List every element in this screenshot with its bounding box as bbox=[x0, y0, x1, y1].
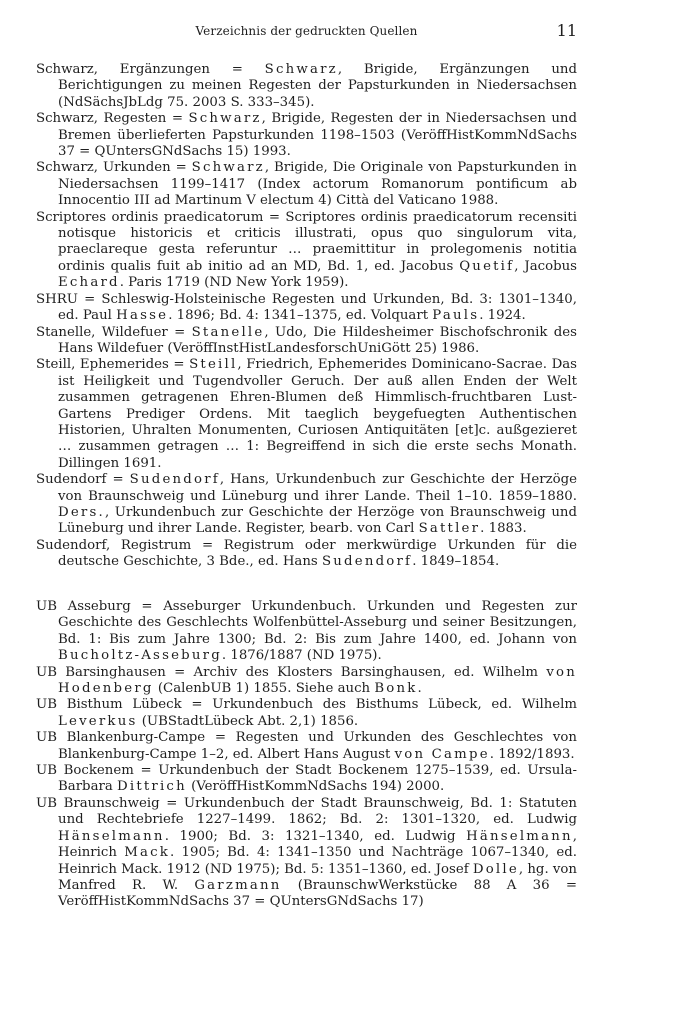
entry-text: , hg. von Manfred R. W. bbox=[58, 861, 577, 893]
bibliography-section-ub bbox=[36, 599, 577, 911]
bibliography-entry bbox=[36, 210, 577, 292]
entry-text: Steill, Ephemerides = bbox=[36, 357, 190, 373]
author-name: Leverkus bbox=[58, 713, 138, 729]
author-name: Mack bbox=[124, 845, 171, 861]
author-name: Hasse bbox=[116, 308, 169, 324]
entry-text: UB Braunschweig = Urkundenbuch der Stadt Braunschweig, Bd. 1: Statuten und Rechtebriefe 1227–1499. 1862; Bd. 2: 1301–1320, ed. Ludwig bbox=[36, 795, 577, 828]
bibliography-entry bbox=[36, 472, 577, 538]
bibliography-entry bbox=[36, 599, 577, 665]
bibliography-entry bbox=[36, 796, 577, 911]
bibliography-entry bbox=[36, 62, 577, 111]
entry-text: , Heinrich bbox=[58, 828, 577, 861]
entry-text: Sudendorf = bbox=[36, 472, 130, 488]
page-number: 11 bbox=[556, 21, 577, 40]
entry-text: (CalenbUB 1) 1855. Siehe auch bbox=[153, 681, 375, 697]
entry-text: , Udo, Die Hildesheimer Bischofschronik des Hans Wildefuer (VeröffInstHistLandesforschUniGött 25) 1986. bbox=[58, 324, 577, 356]
entry-text: . 1905; Bd. 4: 1341–1350 und Nachträge 1067–1340, ed. Heinrich Mack. 1912 (ND 1975); Bd. 5: 1351–1360, ed. Josef bbox=[58, 845, 577, 877]
author-name: Hänselmann bbox=[58, 828, 165, 844]
entry-text: Scriptores ordinis praedicatorum = Scriptores ordinis praedicatorum recensiti notisque historicis et criticis illustrati, opus quo singulorum vita, praeclareque gesta referuntur … praemittitur in prolegomenis notitia ordinis qualis fuit ab initio ad an MD, Bd. 1, ed. Jacobus bbox=[36, 209, 577, 274]
author-name: Bonk bbox=[374, 681, 418, 697]
entry-text: . 1892/1893. bbox=[489, 746, 575, 762]
entry-text: UB Blankenburg-Campe = Regesten und Urkunden des Geschlechtes von Blankenburg-Campe 1–2, ed. Albert Hans August bbox=[36, 730, 577, 762]
entry-text: Schwarz, Ergänzungen = bbox=[36, 62, 265, 77]
author-name: Quetif bbox=[459, 258, 515, 274]
entry-text: Schwarz, Regesten = bbox=[36, 111, 189, 127]
entry-text: (BraunschwWerkstücke 88 A 36 = VeröffHistKommNdSachs 37 = QUntersGNdSachs 17) bbox=[58, 877, 577, 910]
running-title: Verzeichnis der gedruckten Quellen bbox=[195, 24, 418, 38]
entry-text: UB Asseburg = Asseburger Urkundenbuch. Urkunden und Regesten zur Geschichte des Geschlechts Wolfenbüttel-Asseburg und seiner Besitzungen, Bd. 1: Bis zum Jahre 1300; Bd. 2: Bis zum Jahre 1400, ed. Johann von bbox=[36, 599, 577, 647]
author-name: Dolle bbox=[472, 861, 519, 877]
author-name: Garzmann bbox=[194, 877, 282, 893]
bibliography-entry bbox=[36, 111, 577, 160]
author-name: Pauls bbox=[432, 308, 480, 324]
author-name: Ders. bbox=[58, 504, 105, 520]
entry-text: . 1896; Bd. 4: 1341–1375, ed. Volquart bbox=[168, 308, 433, 324]
entry-text: , Jacobus bbox=[514, 258, 577, 274]
entry-text: Schwarz, Urkunden = bbox=[36, 160, 192, 176]
entry-text: , Brigide, Die Originale von Papsturkunden in Niedersachsen 1199–1417 (Index actorum Romanorum pontificum ab Innocentio III ad Martinum V electum 4) Città del Vaticano 1988. bbox=[58, 160, 578, 209]
entry-text: . 1924. bbox=[479, 308, 526, 324]
bibliography-entry bbox=[36, 730, 577, 763]
entry-text: (UBStadtLübeck Abt. 2,1) 1856. bbox=[137, 713, 359, 729]
entry-text: UB Barsinghausen = Archiv des Klosters Barsinghausen, ed. Wilhelm bbox=[36, 664, 547, 680]
entry-text: , Brigide, Regesten der in Niedersachsen und Bremen überlieferten Papsturkunden 1198–1503 (VeröffHistKommNdSachs 37 = QUntersGNdSachs 15) 1993. bbox=[58, 111, 578, 160]
author-name: Dittrich bbox=[117, 779, 187, 795]
entry-text: , Brigide, Ergänzungen und Berichtigungen zu meinen Regesten der Papsturkunden in Niedersachsen (NdSächsJbLdg 75. 2003 S. 333–345). bbox=[58, 62, 577, 110]
author-name: Hänselmann bbox=[466, 828, 573, 844]
entry-text: . 1876/1887 (ND 1975). bbox=[221, 648, 382, 664]
author-name: Steill bbox=[189, 357, 238, 373]
entry-text: . 1883. bbox=[480, 521, 527, 537]
entry-text: (VeröffHistKommNdSachs 194) 2000. bbox=[186, 779, 445, 795]
bibliography-entry bbox=[36, 357, 577, 472]
bibliography-entry bbox=[36, 697, 577, 730]
bibliography-entry bbox=[36, 325, 577, 358]
entry-text: . bbox=[417, 681, 422, 697]
bibliography-entry bbox=[36, 665, 577, 698]
entry-text: Stanelle, Wildefuer = bbox=[36, 324, 192, 340]
entry-text: . 1849–1854. bbox=[412, 554, 500, 570]
bibliography-entry bbox=[36, 763, 577, 796]
bibliography-entry bbox=[36, 538, 577, 571]
entry-text: . Paris 1719 (ND New York 1959). bbox=[119, 275, 349, 291]
author-name: Stanelle bbox=[191, 324, 265, 340]
entry-text: . 1900; Bd. 3: 1321–1340, ed. Ludwig bbox=[164, 828, 467, 844]
author-name: Echard bbox=[58, 275, 120, 291]
author-name: Schwarz bbox=[191, 160, 265, 176]
author-name: Sudendorf bbox=[129, 472, 220, 488]
author-name: Sudendorf bbox=[321, 554, 413, 570]
entry-text: , Friedrich, Ephemerides Dominicano-Sacrae. Das ist Heiligkeit und Tugendvoller Geruch. Der auß allen Enden der Welt zusammen getragenen Ehren-Blumen deß Himmlisch-fruchtbaren Lust-Gartens Prediger Ordens. Mit taeglich beygefuegten Authentischen Historien, Uhralten Monumenten, Curiosen Antiquitäten [et]c. außgezieret … zusammen getragen … 1: Begreiffend in sich die erste sechs Monath. Dillingen 1691. bbox=[58, 357, 577, 471]
bibliography-entry bbox=[36, 160, 577, 209]
author-name: von Campe bbox=[394, 746, 490, 762]
entry-text: , Hans, Urkundenbuch zur Geschichte der Herzöge von Braunschweig und Lüneburg und ihrer Lande. Theil 1–10. 1859–1880. bbox=[58, 472, 577, 504]
entry-text: UB Bisthum Lübeck = Urkundenbuch des Bisthums Lübeck, ed. Wilhelm bbox=[36, 697, 577, 713]
author-name: Schwarz bbox=[264, 62, 338, 77]
bibliography-entry bbox=[36, 292, 577, 325]
bibliography-section-s bbox=[36, 62, 577, 571]
author-name: von Hodenberg bbox=[58, 664, 577, 697]
author-name: Bucholtz-Asseburg bbox=[58, 648, 222, 664]
author-name: Schwarz bbox=[188, 111, 262, 127]
entry-text: SHRU = Schleswig-Holsteinische Regesten und Urkunden, Bd. 3: 1301–1340, ed. Paul bbox=[36, 291, 577, 324]
entry-text: UB Bockenem = Urkundenbuch der Stadt Bockenem 1275–1539, ed. Ursula-Barbara bbox=[36, 763, 577, 795]
entry-text: Sudendorf, Registrum = Registrum oder merkwürdige Urkunden für die deutsche Geschichte, 3 Bde., ed. Hans bbox=[36, 537, 577, 570]
entry-text: , Urkundenbuch zur Geschichte der Herzöge von Braunschweig und Lüneburg und ihrer Lande. Register, bearb. von Carl bbox=[58, 504, 577, 537]
author-name: Sattler bbox=[418, 521, 481, 537]
